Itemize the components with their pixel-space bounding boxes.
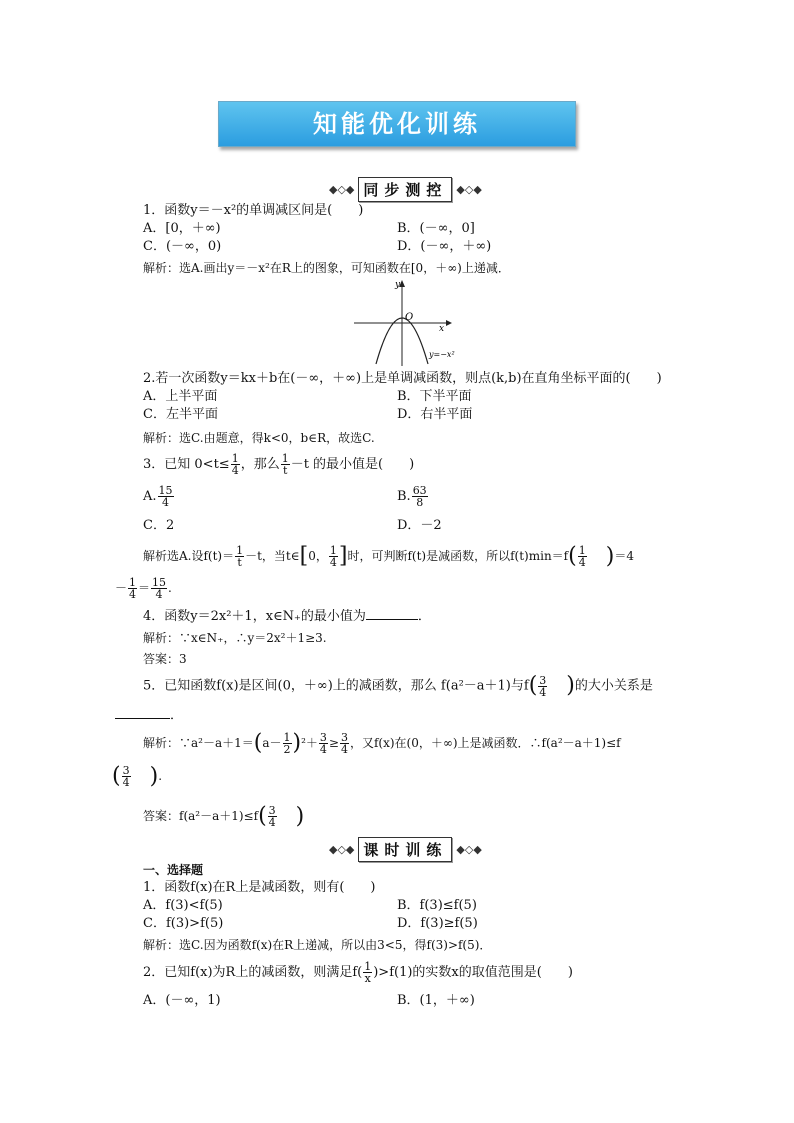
diamond-icon: ◆◇◆ <box>329 843 355 856</box>
stem-text: －t 的最小值是( ) <box>290 457 415 472</box>
option-a: A．[0，＋∞) <box>143 221 221 236</box>
answer-blank <box>115 718 170 719</box>
stem-text: ，那么 <box>240 457 280 472</box>
section-header-lesson <box>329 837 482 862</box>
question-stem: 1．函数y＝－x²的单调减区间是( ) <box>143 203 364 218</box>
question-stem: 2．已知f(x)为R上的减函数，则满足f( $\frac{1}{x}$ )>f(1)的实数x的取值范围是( ) <box>143 960 573 985</box>
curve-label: y=−x² <box>429 350 455 359</box>
analysis: 解析：选A.画出y＝－x²在R上的图象，可知函数在[0，＋∞)上递减． <box>143 261 510 275</box>
option-c: C．f(3)>f(5) <box>143 916 224 931</box>
option-d: D．f(3)≥f(5) <box>397 916 478 931</box>
option-a: A．(－∞，1) <box>143 993 221 1008</box>
analysis: 解析：选C.由题意，得k<0，b∈R，故选C. <box>143 431 375 445</box>
fraction: $\frac{1}{t}$ <box>281 452 289 477</box>
section-title: 课时训练 <box>358 837 452 862</box>
question-stem: 2.若一次函数y＝kx＋b在(－∞，＋∞)上是单调减函数，则点(k,b)在直角坐标平面的( ) <box>143 371 662 386</box>
analysis: 解析：选C.因为函数f(x)在R上递减，所以由3<5，得f(3)>f(5)． <box>143 938 492 952</box>
analysis-continued: ( $\frac{3}{4}$ ). <box>112 763 163 789</box>
option-a: A. $\frac{15}{4}$ <box>143 484 173 509</box>
answer: 答案：f(a²－a＋1)≤f( $\frac{3}{4}$ ) <box>143 803 305 829</box>
option-d: D．(－∞，＋∞) <box>397 239 492 254</box>
page-banner <box>218 101 576 147</box>
stem-text: 3．已知 0<t≤ <box>143 457 230 472</box>
diamond-icon: ◆◇◆ <box>456 843 482 856</box>
section-title: 同步测控 <box>358 177 452 202</box>
option-c: C．(－∞，0) <box>143 239 222 254</box>
banner-title: 知能优化训练 <box>313 110 481 138</box>
option-c: C．左半平面 <box>143 407 218 422</box>
question-stem: 5．已知函数f(x)是区间(0，＋∞)上的减函数，那么 f(a²－a＋1)与f( $\frac{3}{4}$ )的大小关系是 <box>143 673 653 699</box>
x-axis-arrow <box>446 320 452 326</box>
option-c: C．2 <box>143 518 175 533</box>
question-stem: 1．函数f(x)在R上是减函数，则有( ) <box>143 880 376 895</box>
diamond-icon: ◆◇◆ <box>456 183 482 196</box>
option-b: B．f(3)≤f(5) <box>397 898 477 913</box>
origin-label: O <box>405 312 414 323</box>
option-b: B．下半平面 <box>397 389 472 404</box>
section-header-sync <box>329 177 482 202</box>
analysis: 解析：∵x∈N₊，∴y＝2x²＋1≥3. <box>143 631 327 645</box>
option-b: B．(－∞，0] <box>397 221 475 236</box>
analysis: 解析选A.设f(t)＝ $\frac{1}{t}$ －t，当t∈[0， $\frac{1}{4}$ ]时，可判断f(t)是减函数，所以f(t)min＝f( $\frac{1}{4}$ )＝4 <box>143 543 634 569</box>
x-axis-label: x <box>439 324 445 334</box>
y-axis-label: y <box>395 280 401 290</box>
option-d: D．右半平面 <box>397 407 473 422</box>
answer-line: ． <box>115 708 183 724</box>
answer: 答案：3 <box>143 652 187 666</box>
parabola-graph <box>350 278 462 368</box>
question-stem: 4．函数y＝2x²＋1，x∈N₊的最小值为 ． <box>143 609 431 624</box>
option-b: B. $\frac{63}{8}$ <box>397 484 427 509</box>
fraction: $\frac{1}{4}$ <box>231 452 239 477</box>
part-heading: 一、选择题 <box>143 863 204 877</box>
analysis-continued: － $\frac{1}{4}$ ＝ $\frac{15}{4}$ . <box>115 576 172 601</box>
answer-blank <box>366 619 418 620</box>
option-a: A．上半平面 <box>143 389 218 404</box>
diamond-icon: ◆◇◆ <box>329 183 355 196</box>
option-b: B．(1，＋∞) <box>397 993 475 1008</box>
option-a: A．f(3)<f(5) <box>143 898 223 913</box>
option-d: D．－2 <box>397 518 442 533</box>
question-stem <box>143 452 414 478</box>
analysis: 解析：∵a²－a＋1＝(a－ $\frac{1}{2}$ )²＋ $\frac{3}{4}$ ≥ $\frac{3}{4}$ ，又f(x)在(0，＋∞)上是减函数．∴f(a²－a＋1)≤f <box>143 730 621 756</box>
